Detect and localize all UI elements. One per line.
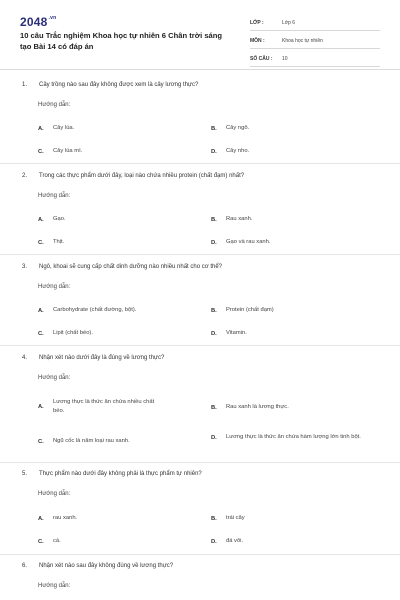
guide-label: Hướng dẫn:	[38, 193, 71, 199]
option-letter: C.	[38, 538, 44, 545]
guide-label: Hướng dẫn:	[38, 583, 71, 589]
option-a[interactable]	[38, 306, 136, 315]
option-text: Rau xanh.	[226, 216, 253, 222]
document-title: 10 câu Trắc nghiệm Khoa học tự nhiên 6 Chân trời sáng tạo Bài 14 có đáp án	[20, 31, 223, 51]
option-text: cá.	[53, 538, 61, 544]
question-6	[22, 563, 173, 569]
option-letter: B.	[211, 216, 217, 223]
option-letter: A.	[38, 404, 44, 410]
meta-row-count	[250, 52, 380, 67]
question-text: Nhận xét nào sau đây không đúng về lương thực?	[39, 563, 174, 569]
option-text: Cây lúa mì.	[53, 148, 83, 154]
question-number: 5.	[22, 471, 28, 477]
option-text: Thịt.	[53, 239, 65, 245]
option-letter: B.	[211, 125, 217, 132]
option-d[interactable]	[211, 537, 243, 546]
option-c[interactable]	[38, 537, 61, 546]
logo-suffix: .vn	[48, 15, 57, 21]
question-2	[22, 173, 244, 179]
option-d[interactable]	[211, 238, 270, 247]
meta-row-class	[250, 16, 380, 31]
question-5	[22, 471, 202, 477]
option-letter: A.	[38, 515, 44, 522]
question-text: Nhận xét nào dưới đây là đúng về lương thực?	[39, 355, 165, 361]
option-letter: B.	[211, 515, 217, 522]
header-divider	[0, 69, 400, 70]
question-divider	[0, 345, 400, 346]
option-d[interactable]	[211, 433, 379, 442]
meta-label: MÔN :	[250, 38, 265, 44]
option-c[interactable]	[38, 147, 82, 156]
option-d[interactable]	[211, 329, 247, 338]
option-letter: C.	[38, 148, 44, 155]
option-text: Lipit (chất béo).	[53, 330, 93, 336]
question-number: 2.	[22, 173, 28, 179]
option-letter: A.	[38, 125, 44, 132]
option-text: Rau xanh là lương thực.	[226, 404, 289, 410]
question-1	[22, 82, 198, 88]
question-4	[22, 355, 164, 361]
guide-label: Hướng dẫn:	[38, 284, 71, 290]
meta-value: Khoa học tự nhiên	[282, 38, 323, 44]
question-divider	[0, 163, 400, 164]
option-b[interactable]	[211, 124, 249, 133]
logo-text: 2048	[20, 15, 48, 29]
option-letter: B.	[211, 404, 217, 411]
meta-row-subject	[250, 34, 380, 49]
question-number: 4.	[22, 355, 28, 361]
question-number: 1.	[22, 82, 28, 88]
question-divider	[0, 462, 400, 463]
option-letter: A.	[38, 307, 44, 314]
option-text: Lương thực là thức ăn chứa nhiều chất béo.	[53, 399, 155, 414]
option-text: Cây lúa.	[53, 125, 75, 131]
meta-label: SỐ CÂU :	[250, 56, 273, 62]
option-b[interactable]	[211, 403, 289, 412]
option-text: Cây nho.	[226, 148, 250, 154]
option-text: Cây ngô.	[226, 125, 250, 131]
guide-label: Hướng dẫn:	[38, 102, 71, 108]
option-text: Gạo.	[53, 216, 66, 222]
question-number: 6.	[22, 563, 28, 569]
option-c[interactable]	[38, 437, 130, 446]
option-text: Lương thực là thức ăn chứa hàm lượng lớn tinh bột.	[226, 434, 361, 440]
option-a[interactable]	[38, 514, 77, 523]
option-b[interactable]	[211, 306, 274, 315]
option-letter: B.	[211, 307, 217, 314]
option-b[interactable]	[211, 215, 252, 224]
question-number: 3.	[22, 264, 28, 270]
option-a[interactable]	[38, 215, 66, 224]
question-divider	[0, 554, 400, 555]
option-c[interactable]	[38, 329, 93, 338]
option-letter: D.	[211, 148, 217, 155]
meta-value: Lớp 6	[282, 20, 296, 26]
option-a[interactable]	[38, 124, 74, 133]
option-letter: D.	[211, 330, 217, 337]
option-letter: C.	[38, 330, 44, 337]
option-text: đá vôi.	[226, 538, 244, 544]
meta-label: LỚP :	[250, 20, 264, 26]
option-a[interactable]	[38, 398, 166, 416]
option-text: Carbohydrate (chất đường, bột).	[53, 307, 137, 313]
question-divider	[0, 254, 400, 255]
guide-label: Hướng dẫn:	[38, 491, 71, 497]
option-text: trái cây	[226, 515, 245, 521]
question-text: Trong các thực phẩm dưới đây, loại nào chứa nhiều protein (chất đạm) nhất?	[39, 173, 245, 179]
option-letter: D.	[211, 239, 217, 246]
question-text: Ngô, khoai sẽ cung cấp chất dinh dưỡng nào nhiều nhất cho cơ thể?	[39, 264, 223, 270]
option-letter: D.	[211, 538, 217, 545]
option-c[interactable]	[38, 238, 64, 247]
option-text: Ngũ cốc là năm loại rau xanh.	[53, 438, 130, 444]
guide-label: Hướng dẫn:	[38, 375, 71, 381]
meta-info-panel	[250, 16, 380, 67]
option-letter: C.	[38, 438, 44, 445]
meta-value: 10	[282, 56, 288, 62]
question-3	[22, 264, 222, 270]
option-b[interactable]	[211, 514, 245, 523]
site-logo[interactable]	[20, 15, 56, 29]
question-text: Thực phẩm nào dưới đây không phải là thực phẩm tự nhiên?	[39, 471, 202, 477]
option-text: Protein (chất đạm)	[226, 307, 274, 313]
option-text: Gạo và rau xanh.	[226, 239, 271, 245]
option-text: rau xanh.	[53, 515, 78, 521]
option-text: Vitamin.	[226, 330, 247, 336]
option-letter: D.	[211, 434, 217, 441]
option-letter: A.	[38, 216, 44, 223]
option-d[interactable]	[211, 147, 249, 156]
question-text: Cây trồng nào sau đây không được xem là cây lương thực?	[39, 82, 199, 88]
option-letter: C.	[38, 239, 44, 246]
